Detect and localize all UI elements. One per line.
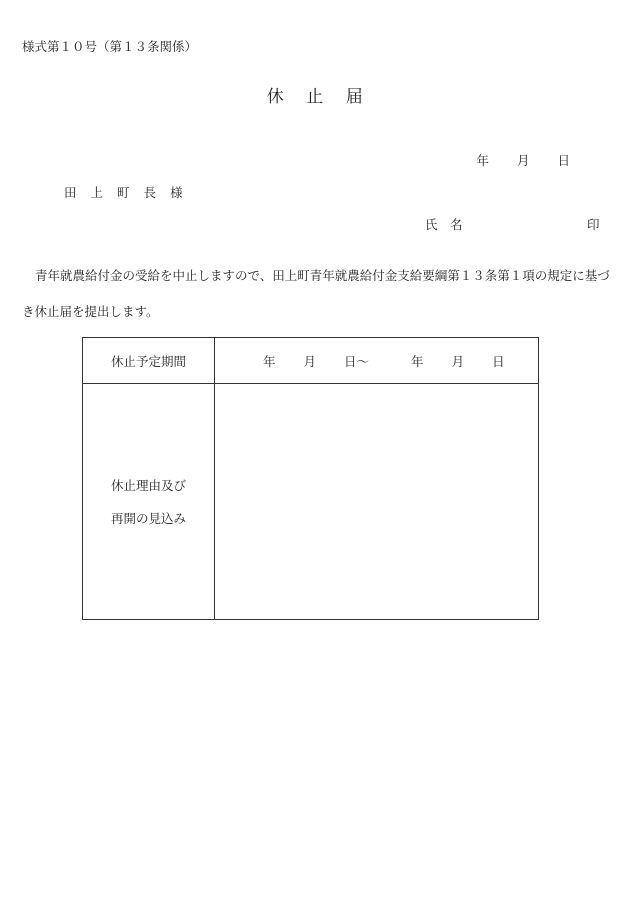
addressee-char: 長	[143, 185, 157, 200]
period-start-day: 日～	[344, 353, 370, 369]
title-char-1: 休	[266, 87, 285, 107]
date-day: 日	[557, 153, 570, 168]
seal-mark: 印	[587, 217, 600, 232]
submission-date	[476, 151, 570, 169]
form-number: 様式第１０号（第１３条関係）	[22, 39, 198, 54]
period-field[interactable]	[215, 338, 539, 384]
reason-field[interactable]	[215, 384, 539, 620]
date-month: 月	[516, 153, 530, 168]
document-title	[0, 82, 630, 107]
period-end-year: 年	[411, 353, 424, 369]
addressee-char: 上	[90, 185, 104, 200]
addressee	[64, 183, 183, 201]
application-table	[82, 337, 539, 620]
date-year: 年	[476, 153, 489, 168]
addressee-char: 様	[170, 185, 183, 200]
addressee-char: 町	[117, 185, 130, 200]
reason-label-line1: 休止理由及び	[110, 477, 186, 493]
period-end-day: 日	[492, 353, 505, 369]
title-char-2: 止	[306, 87, 324, 107]
reason-label	[83, 384, 215, 620]
body-paragraph: 青年就農給付金の受給を中止しますので、田上町青年就農給付金支給要綱第１３条第１項の規定に基づき休止届を提出します。	[22, 268, 610, 319]
title-char-3: 届	[345, 87, 364, 107]
applicant-name-label: 氏 名	[425, 217, 463, 232]
period-label: 休止予定期間	[83, 338, 215, 384]
addressee-char: 田	[64, 185, 77, 200]
reason-label-line2: 再開の見込み	[110, 510, 186, 526]
period-start-month: 月	[303, 353, 317, 369]
period-start-year: 年	[263, 353, 276, 369]
reason-row	[83, 384, 539, 620]
period-row	[83, 338, 539, 384]
period-end-month: 月	[451, 353, 465, 369]
